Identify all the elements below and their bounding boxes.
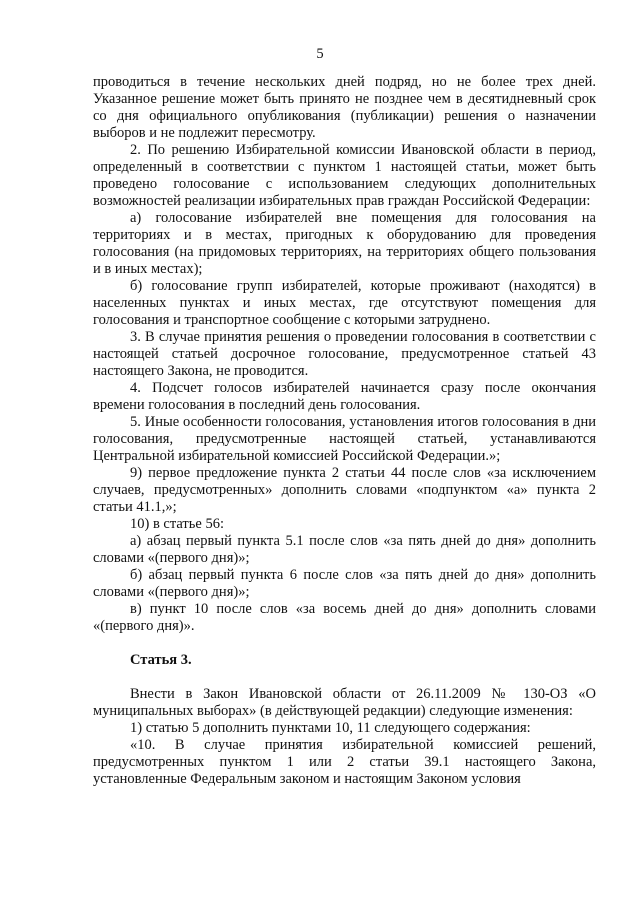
paragraph: а) абзац первый пункта 5.1 после слов «за пять дней до дня» дополнить словами «(первого дня)»;: [93, 533, 596, 566]
paragraph: б) голосование групп избирателей, которые проживают (находятся) в населенных пунктах и иных местах, где отсутствуют помещения для голосования и транспортное сообщение с которыми затруднено.: [93, 278, 596, 328]
paragraph: б) абзац первый пункта 6 после слов «за пять дней до дня» дополнить словами «(первого дня)»;: [93, 567, 596, 600]
paragraph: а) голосование избирателей вне помещения для голосования на территориях и в местах, пригодных к оборудованию для проведения голосования (на придомовых территориях, на территориях общего пользования и в иных местах);: [93, 210, 596, 277]
page-number: 5: [316, 46, 324, 62]
spacer: [93, 635, 596, 652]
paragraph: 4. Подсчет голосов избирателей начинается сразу после окончания времени голосования в последний день голосования.: [93, 380, 596, 413]
paragraph: в) пункт 10 после слов «за восемь дней до дня» дополнить словами «(первого дня)».: [93, 601, 596, 634]
paragraph: 9) первое предложение пункта 2 статьи 44 после слов «за исключением случаев, предусмотренных» дополнить словами «подпунктом «а» пункта 2 статьи 41.1,»;: [93, 465, 596, 515]
paragraphs-after: [93, 686, 596, 788]
paragraph: «10. В случае принятия избирательной комиссией решений, предусмотренных пунктом 1 или 2 статьи 39.1 настоящего Закона, установленные Федеральным законом и настоящим Законом условия: [93, 737, 596, 787]
article-heading: Статья 3.: [130, 652, 192, 668]
paragraph: 5. Иные особенности голосования, установления итогов голосования в дни голосования, предусмотренные настоящей статьей, устанавливаются Центральной избирательной комиссией Российской Федерации.»;: [93, 414, 596, 464]
paragraph: 3. В случае принятия решения о проведении голосования в соответствии с настоящей статьей досрочное голосование, предусмотренное статьей 43 настоящего Закона, не проводится.: [93, 329, 596, 379]
paragraphs-before: [93, 74, 596, 635]
spacer: [93, 669, 596, 686]
paragraph: проводиться в течение нескольких дней подряд, но не более трех дней. Указанное решение может быть принято не позднее чем в десятидневный срок со дня официального опубликования (публикации) решения о назначении выборов и не подлежит пересмотру.: [93, 74, 596, 141]
paragraph: 2. По решению Избирательной комиссии Ивановской области в период, определенный в соответствии с пунктом 1 настоящей статьи, может быть проведено голосование с использованием следующих дополнительных возможностей реализации избирательных прав граждан Российской Федерации:: [93, 142, 596, 209]
paragraph: 1) статью 5 дополнить пунктами 10, 11 следующего содержания:: [130, 720, 531, 736]
document-body: [93, 74, 596, 788]
paragraph: 10) в статье 56:: [130, 516, 224, 532]
paragraph: Внести в Закон Ивановской области от 26.11.2009 № 130-ОЗ «О муниципальных выборах» (в действующей редакции) следующие изменения:: [93, 686, 596, 719]
